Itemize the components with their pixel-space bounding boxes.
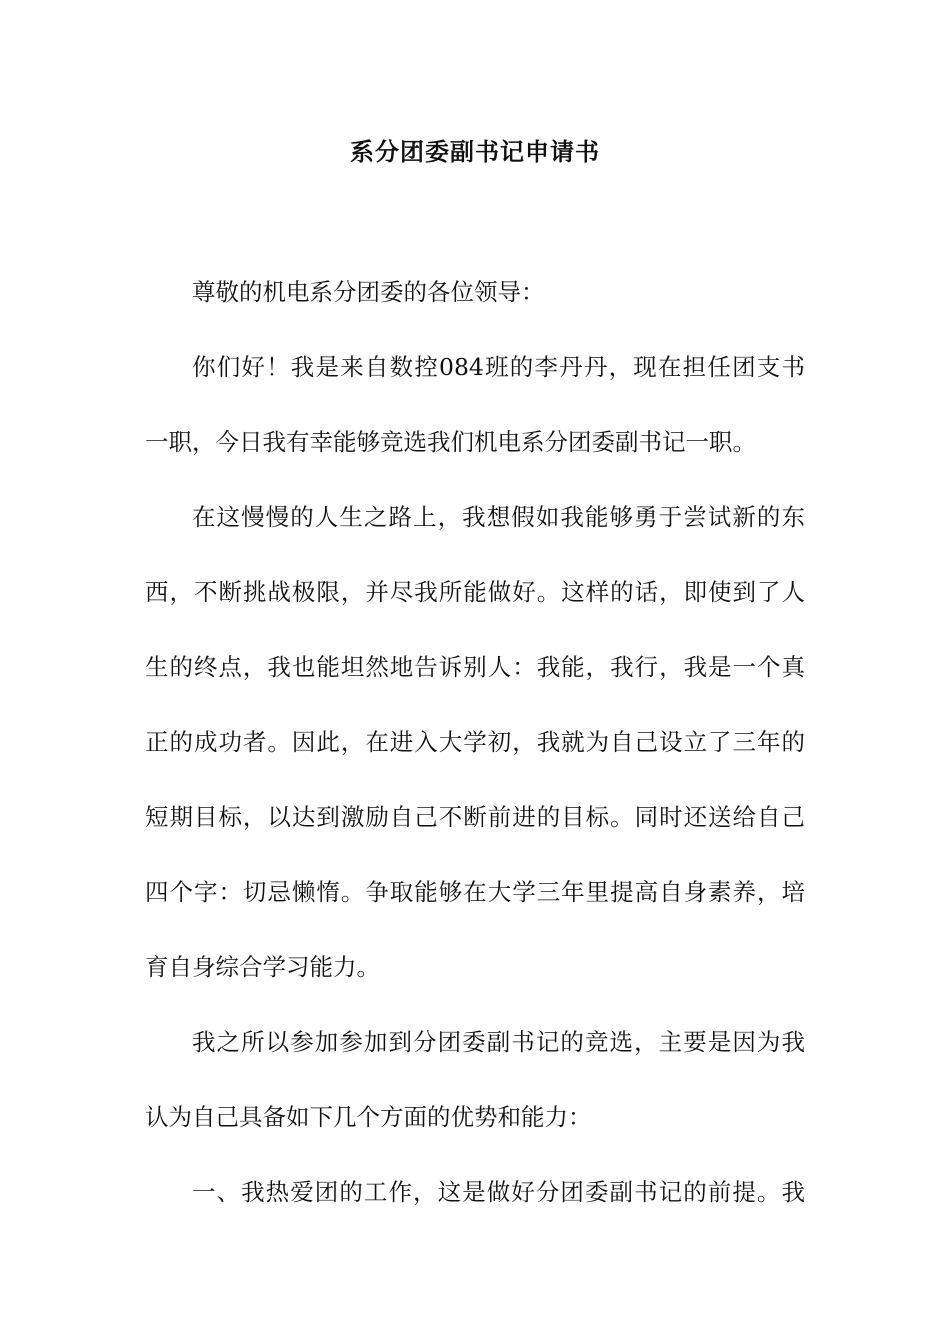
paragraph-line: 一、我热爱团的工作，这是做好分团委副书记的前提。我 [192,1178,805,1206]
paragraph-salutation [145,255,805,330]
paragraph-line: 在这慢慢的人生之路上，我想假如我能够勇于尝试新的东 [192,503,805,531]
paragraph-line: 西，不断挑战极限，并尽我所能做好。这样的话，即使到了人 [145,578,805,606]
paragraph-greeting [145,330,805,480]
paragraph-line: 育自身综合学习能力。 [145,953,380,981]
paragraph-reasons [145,1005,805,1155]
paragraph-line: 四个字：切忌懒惰。争取能够在大学三年里提高自身素养，培 [145,878,805,906]
paragraph-line: 尊敬的机电系分团委的各位领导： [192,278,545,306]
paragraph-line: 正的成功者。因此，在进入大学初，我就为自己设立了三年的 [145,728,805,756]
paragraph-line: 短期目标，以达到激励自己不断前进的目标。同时还送给自己 [145,803,805,831]
document-title: 系分团委副书记申请书 [350,137,600,166]
paragraph-point-one [145,1155,805,1230]
paragraph-line: 你们好！我是来自数控084班的李丹丹，现在担任团支书 [192,353,805,381]
paragraph-line: 我之所以参加参加到分团委副书记的竞选，主要是因为我 [192,1028,805,1056]
document-body [145,255,805,1230]
paragraph-line: 认为自己具备如下几个方面的优势和能力： [145,1103,592,1131]
paragraph-line: 一职，今日我有幸能够竞选我们机电系分团委副书记一职。 [145,428,756,456]
paragraph-goals [145,480,805,1005]
paragraph-line: 生的终点，我也能坦然地告诉别人：我能，我行，我是一个真 [145,653,805,681]
